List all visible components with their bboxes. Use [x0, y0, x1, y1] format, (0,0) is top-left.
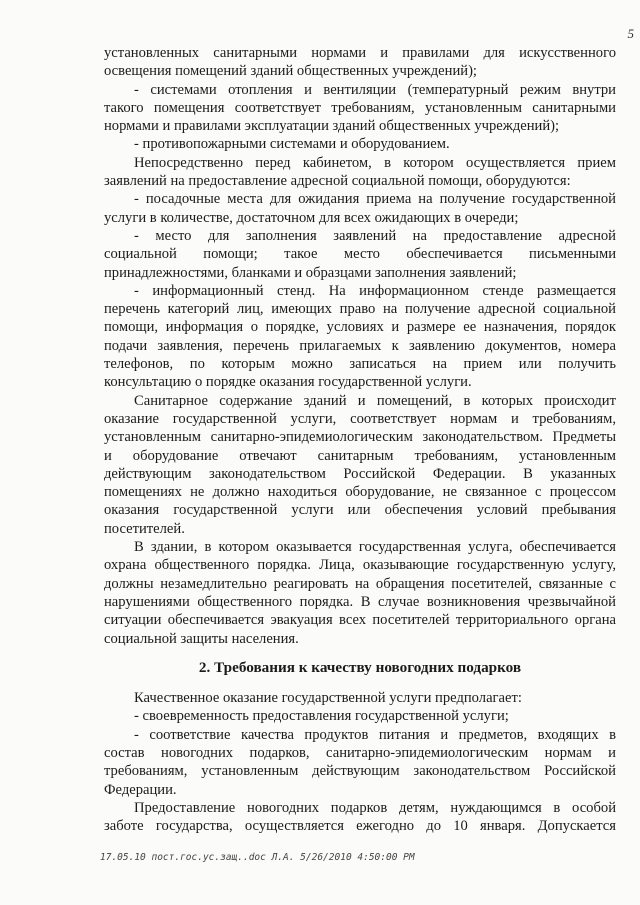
- text-line: - место для заполнения заявлений на предоставление адресной: [134, 227, 616, 244]
- text-line: социальной защиты населения.: [104, 630, 299, 647]
- text-line: услуги в количестве, достаточном для всех ожидающих в очереди;: [104, 209, 519, 226]
- text-line: оказания государственной услуги или обеспечения условий пребывания: [104, 502, 616, 519]
- text-line: требованиям, установленным действующим законодательством Российской: [104, 763, 616, 780]
- text-line: установленным санитарно-эпидемиологическим законодательством. Предметы: [104, 429, 616, 446]
- text-line: освещения помещений зданий общественных учреждений);: [104, 63, 477, 80]
- text-line: помещениях не должно находиться оборудование, не связанное с процессом: [104, 484, 616, 501]
- text-line: помощи, информация о порядке, условиях и размере ее назначения, порядок: [104, 319, 616, 336]
- text-line: нарушениями общественного порядка. В случае возникновения чрезвычайной: [104, 593, 616, 610]
- text-line: Федерации.: [104, 781, 177, 798]
- text-line: должны незамедлительно реагировать на обращения посетителей, связанные с: [104, 575, 616, 592]
- body-text-top: [104, 44, 616, 648]
- text-line: социальной помощи; такое место обеспечивается письменными: [104, 246, 616, 263]
- text-line: консультацию о порядке оказания государственной услуги.: [104, 374, 472, 391]
- text-line: - соответствие качества продуктов питания и предметов, входящих в: [134, 726, 616, 743]
- text-line: В здании, в котором оказывается государственная услуга, обеспечивается: [134, 539, 616, 556]
- text-line: посетителей.: [104, 520, 185, 537]
- text-line: такого помещения соответствует требованиям, установленным санитарными: [104, 99, 616, 116]
- text-line: принадлежностями, бланками и образцами заполнения заявлений;: [104, 264, 517, 281]
- text-line: оказание государственной услуги, соответствует нормам и требованиям,: [104, 410, 616, 427]
- text-line: охрана общественного порядка. Лица, оказывающие государственную услугу,: [104, 557, 616, 574]
- text-line: подачи заявления, перечень прилагаемых к заявлению документов, номера: [104, 337, 616, 354]
- text-line: действующим законодательством Российской Федерации. В указанных: [104, 465, 616, 482]
- text-line: - противопожарными системами и оборудованием.: [134, 136, 450, 153]
- text-line: - информационный стенд. На информационном стенде размещается: [134, 282, 616, 299]
- text-line: и оборудование отвечают санитарным требованиям, установленным: [104, 447, 616, 464]
- file-footer: 17.05.10 пост.гос.ус.защ..doc Л.А. 5/26/2010 4:50:00 PM: [100, 852, 415, 863]
- text-line: телефонов, по которым можно записаться на прием или получить: [104, 356, 616, 373]
- document-page: [104, 44, 616, 835]
- text-line: Непосредственно перед кабинетом, в котором осуществляется прием: [134, 154, 616, 171]
- page-number: 5: [627, 26, 634, 41]
- text-line: ситуации обеспечивается эвакуация всех посетителей территориального органа: [104, 612, 616, 629]
- text-line: - системами отопления и вентиляции (температурный режим внутри: [134, 81, 616, 98]
- text-line: нормами и правилами эксплуатации зданий общественных учреждений);: [104, 118, 560, 135]
- text-line: состав новогодних подарков, санитарно-эпидемиологическим нормам и: [104, 744, 616, 761]
- text-line: - посадочные места для ожидания приема на получение государственной: [134, 191, 616, 208]
- body-text-bottom: [104, 689, 616, 835]
- text-line: Предоставление новогодних подарков детям, нуждающимся в особой: [134, 799, 616, 816]
- text-line: - своевременность предоставления государственной услуги;: [134, 708, 509, 725]
- text-line: заявлений на предоставление адресной социальной помощи, оборудуются:: [104, 173, 571, 190]
- section-heading: 2. Требования к качеству новогодних подарков: [198, 658, 522, 676]
- text-line: Качественное оказание государственной услуги предполагает:: [134, 690, 522, 707]
- text-line: заботе государства, осуществляется ежегодно до 10 января. Допускается: [104, 818, 616, 835]
- text-line: Санитарное содержание зданий и помещений, в которых происходит: [134, 392, 616, 409]
- text-line: установленных санитарными нормами и правилами для искусственного: [104, 45, 616, 61]
- text-line: перечень категорий лиц, имеющих право на получение адресной социальной: [104, 301, 616, 318]
